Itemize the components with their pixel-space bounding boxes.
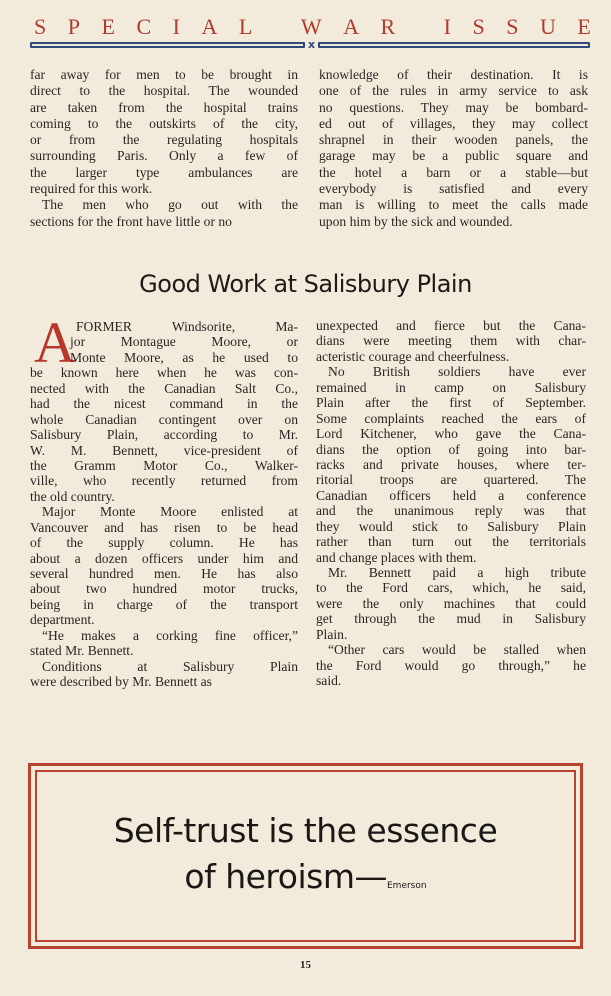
text-line: knowledge of their destination. It is	[319, 67, 588, 82]
text-line: shrapnel in their wooden panels, the	[319, 132, 588, 148]
text-line: upon him by the sick and wounded.	[319, 213, 513, 229]
text-line: FORMER Windsorite, Ma-	[76, 319, 298, 334]
text-line: “He makes a corking fine officer,”	[42, 627, 298, 643]
quote-box	[28, 763, 583, 949]
text-line: remained in camp on Salisbury	[316, 379, 586, 395]
header-letter: S	[472, 14, 485, 39]
text-line: W. M. Bennett, vice-president of	[30, 442, 298, 458]
text-line: and the unanimous reply was that	[316, 503, 586, 519]
header-letter	[417, 14, 423, 40]
text-line: Plain.	[316, 626, 348, 642]
text-line: department.	[30, 612, 95, 628]
text-line: surrounding Paris. Only a few of	[30, 148, 298, 164]
text-line: coming to the outskirts of the city,	[30, 115, 298, 131]
text-line: dians the option of going into bar-	[316, 441, 586, 457]
text-line: the larger type ambulances are	[30, 164, 298, 180]
text-line: Plain after the first of September.	[316, 395, 586, 411]
text-line: were the only machines that could	[316, 595, 586, 611]
text-line: everybody is satisfied and every	[319, 181, 588, 197]
text-line: Conditions at Salisbury Plain	[42, 658, 298, 674]
text-line: the Gramm Motor Co., Walker-	[30, 457, 298, 473]
text-line: being in charge of the transport	[30, 596, 298, 612]
text-line: Salisbury Plain, according to Mr.	[30, 427, 298, 443]
header-rule-right	[318, 42, 590, 48]
text-line: the hotel a barn or a stable—but	[319, 164, 588, 180]
text-line: No British soldiers have ever	[328, 364, 586, 380]
header-ornament: x	[307, 38, 316, 51]
header-letter: C	[136, 14, 152, 39]
text-line: about two hundred motor trucks,	[30, 581, 298, 597]
header-letter: E	[101, 14, 115, 39]
header-letter	[274, 14, 280, 40]
text-line: dians were meeting them with char-	[316, 333, 586, 349]
header-letter: P	[67, 14, 80, 39]
text-line: Major Monte Moore enlisted at	[42, 504, 298, 520]
header-letter: U	[539, 14, 556, 39]
text-line: garage may be a public square and	[319, 148, 588, 164]
text-line: ritorial troops are quartered. The	[316, 472, 586, 488]
text-line: Vancouver and has risen to be head	[30, 519, 298, 535]
article-left-column	[30, 310, 298, 690]
text-line: one of the rules in army service to ask	[319, 83, 588, 99]
header-letter: I	[443, 14, 451, 39]
header-letter: A	[343, 14, 359, 39]
text-line: Monte Moore, as he used to	[70, 349, 298, 365]
text-line: be known here when he was con-	[30, 365, 298, 381]
header-letter: S	[506, 14, 519, 39]
header-letter: S	[34, 14, 47, 39]
text-line: direct to the hospital. The wounded	[30, 83, 298, 99]
text-line: and change places with them.	[316, 549, 477, 565]
text-line: unexpected and fierce but the Cana-	[316, 318, 586, 333]
header-letter: I	[172, 14, 180, 39]
text-line: about a dozen officers under him and	[30, 550, 298, 566]
text-line: said.	[316, 673, 342, 689]
drop-cap: A	[34, 310, 76, 375]
quote-line-1: Self-trust is the essence	[113, 811, 498, 850]
text-line: get through the mud in Salisbury	[316, 611, 586, 627]
quote-line-2-text: of heroism—	[184, 857, 387, 896]
text-line: The men who go out with the	[42, 197, 298, 213]
text-line: were described by Mr. Bennett as	[30, 674, 212, 690]
header-letter: W	[300, 14, 322, 39]
text-line: Mr. Bennett paid a high tribute	[328, 565, 586, 580]
text-line: far away for men to be brought in	[30, 67, 298, 82]
text-line: of the supply column. He has	[30, 535, 298, 551]
continued-right-column	[319, 67, 588, 230]
text-line: “Other cars would be stalled when	[328, 642, 586, 658]
header-letter: R	[380, 14, 396, 39]
text-line: had the nicest command in the	[30, 396, 298, 412]
text-line: Canadian officers held a conference	[316, 487, 586, 503]
article-title: Good Work at Salisbury Plain	[139, 270, 472, 298]
text-line: whole Canadian contingent over on	[30, 411, 298, 427]
text-line: no questions. They may be bombard-	[319, 99, 588, 115]
quote-line-2	[31, 854, 580, 909]
text-line: Some complaints reached the ears of	[316, 410, 586, 426]
header-letter: A	[201, 14, 218, 39]
header-rule-left	[30, 42, 305, 48]
text-line: are taken from the hospital trains	[30, 99, 298, 115]
quote-text	[31, 808, 580, 909]
text-line: or from the regulating hospitals	[30, 132, 298, 148]
page-number: 15	[300, 959, 311, 971]
article-right-column	[316, 318, 586, 689]
text-line: Lord Kitchener, who gave the Cana-	[316, 426, 586, 442]
text-line: stated Mr. Bennett.	[30, 643, 134, 659]
header-letter: L	[238, 14, 253, 39]
text-line: sections for the front have little or no	[30, 213, 232, 229]
text-line: the Ford would go through,” he	[316, 657, 586, 673]
continued-left-column	[30, 67, 298, 230]
text-line: several hundred men. He has also	[30, 566, 298, 581]
text-line: acteristic courage and cheerfulness.	[316, 348, 510, 364]
text-line: jor Montague Moore, or	[70, 334, 298, 350]
quote-attribution: Emerson	[386, 881, 427, 891]
header-letter: E	[577, 14, 591, 39]
text-line: to the Ford cars, which, he said,	[316, 580, 586, 596]
text-line: ville, who recently returned from	[30, 473, 298, 489]
text-line: racks and private houses, where ter-	[316, 456, 586, 472]
text-line: required for this work.	[30, 181, 153, 197]
text-line: man is willing to meet the calls made	[319, 197, 588, 213]
text-line: they would stick to Salisbury Plain	[316, 518, 586, 534]
text-line: nected with the Canadian Salt Co.,	[30, 380, 298, 396]
text-line: rather than turn out the territorials	[316, 534, 586, 550]
text-line: ed out of villages, they may collect	[319, 115, 588, 131]
text-line: the old country.	[30, 488, 115, 504]
running-header	[34, 14, 591, 40]
